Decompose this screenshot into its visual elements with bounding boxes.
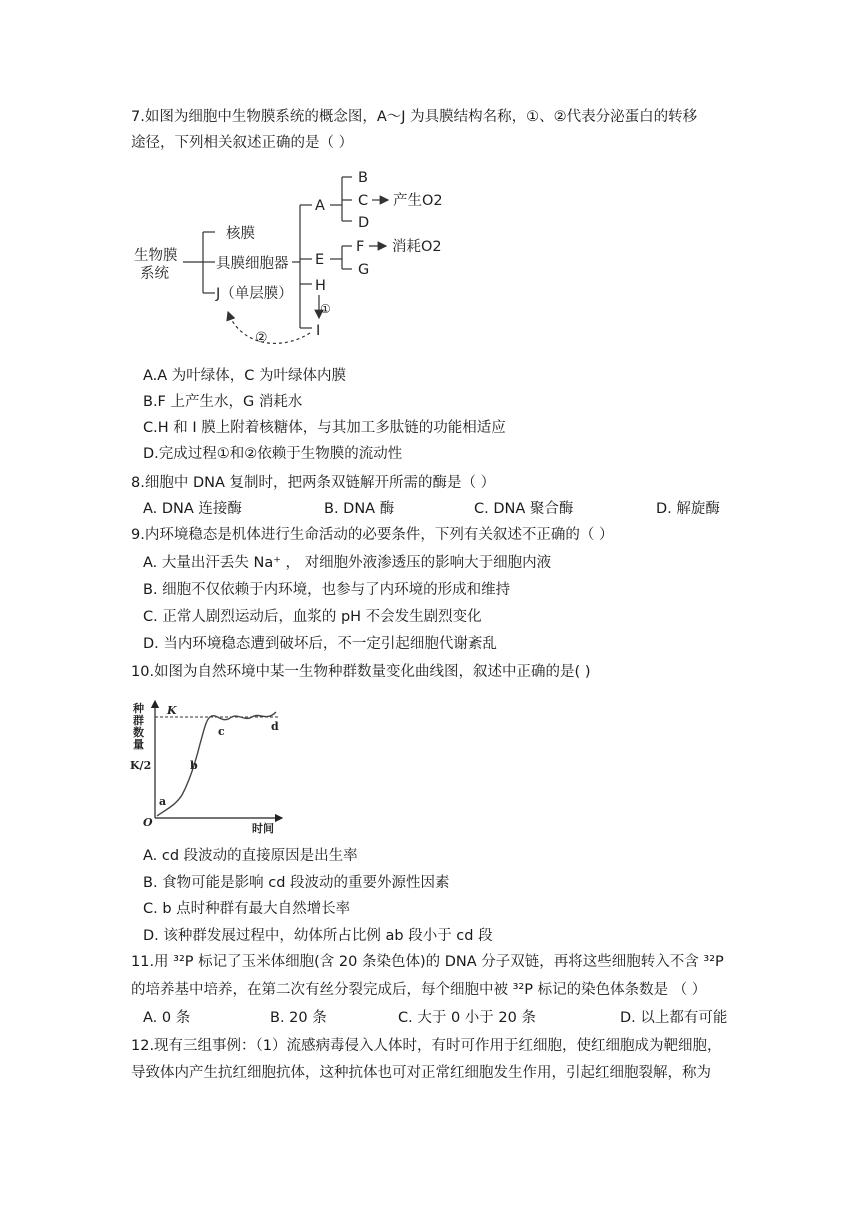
membrane-system-concept-diagram (126, 160, 456, 360)
q11-option-b: B. 20 条 (270, 1010, 327, 1026)
b-label: B (358, 170, 368, 186)
origin-label: O (143, 816, 153, 829)
c-label: C (358, 193, 369, 209)
y-label-3: 数 (133, 726, 144, 739)
path-1-marker: ① (320, 302, 331, 316)
q7-option-a: A.A 为叶绿体，C 为叶绿体内膜 (143, 368, 347, 384)
f-label: F (356, 239, 365, 255)
path-2-marker: ② (255, 330, 268, 346)
q8-stem: 8.细胞中 DNA 复制时，把两条双链解开所需的酶是（ ） (131, 475, 496, 491)
q11-stem-line2: 的培养基中培养，在第二次有丝分裂完成后，每个细胞中被 ³²P 标记的染色体条数是 （ ） (131, 982, 707, 998)
point-a-label: a (159, 795, 167, 808)
root-label-line1: 生物膜 (134, 248, 178, 264)
e-label: E (315, 252, 325, 268)
nuclear-membrane-label: 核膜 (226, 226, 255, 242)
q11-option-c: C. 大于 0 小于 20 条 (398, 1010, 536, 1026)
q8-option-c: C. DNA 聚合酶 (474, 501, 574, 517)
q9-stem: 9.内环境稳态是机体进行生命活动的必要条件，下列有关叙述不正确的（ ） (131, 527, 614, 543)
q7-option-b: B.F 上产生水，G 消耗水 (143, 394, 303, 410)
q9-option-d: D. 当内环境稳态遭到破坏后，不一定引起细胞代谢紊乱 (143, 636, 497, 652)
k-half-tick-label: K/2 (130, 759, 152, 772)
q9-option-c: C. 正常人剧烈运动后，血浆的 pH 不会发生剧烈变化 (143, 609, 482, 625)
y-label-4: 量 (133, 738, 144, 751)
population-growth-chart (130, 695, 290, 840)
x-axis-label: 时间 (252, 822, 274, 835)
c-produces-o2-label: 产生O2 (393, 193, 443, 209)
j-label: J（单层膜） (216, 286, 293, 302)
d-label: D (358, 215, 370, 231)
point-d-label: d (271, 720, 279, 733)
k-label: K (167, 704, 177, 717)
root-label-line2: 系统 (140, 266, 169, 282)
q9-option-a: A. 大量出汗丢失 Na⁺ ， 对细胞外液渗透压的影响大于细胞内液 (143, 555, 552, 571)
q7-option-d: D.完成过程①和②依赖于生物膜的流动性 (143, 446, 403, 462)
q12-stem-line1: 12.现有三组事例：（1）流感病毒侵入人体时，有时可作用于红细胞，使红细胞成为靶细胞， (131, 1038, 722, 1054)
q11-stem-line1: 11.用 ³²P 标记了玉米体细胞(含 20 条染色体)的 DNA 分子双链，再将这些细胞转入不含 ³²P (131, 954, 724, 970)
y-label-2: 群 (133, 714, 144, 727)
q11-option-a: A. 0 条 (143, 1010, 191, 1026)
a-label: A (315, 198, 325, 214)
point-c-label: c (218, 725, 225, 738)
q7-option-c: C.H 和 I 膜上附着核糖体，与其加工多肽链的功能相适应 (143, 420, 506, 436)
q11-option-d: D. 以上都有可能 (620, 1010, 728, 1026)
q10-stem: 10.如图为自然环境中某一生物种群数量变化曲线图，叙述中正确的是( ) (131, 664, 591, 680)
i-label: I (316, 323, 321, 339)
q8-option-b: B. DNA 酶 (324, 501, 395, 517)
point-b-label: b (190, 759, 198, 772)
g-label: G (358, 262, 370, 278)
q10-option-c: C. b 点时种群有最大自然增长率 (143, 901, 351, 917)
q8-option-d: D. 解旋酶 (656, 501, 720, 517)
q8-option-a: A. DNA 连接酶 (143, 501, 242, 517)
q9-option-b: B. 细胞不仅依赖于内环境，也参与了内环境的形成和维持 (143, 582, 511, 598)
h-label: H (315, 278, 326, 294)
population-curve (157, 712, 276, 816)
q10-option-b: B. 食物可能是影响 cd 段波动的重要外源性因素 (143, 875, 450, 891)
f-consumes-o2-label: 消耗O2 (392, 239, 442, 255)
y-label-1: 种 (133, 702, 144, 715)
membrane-organelle-label: 具膜细胞器 (216, 256, 289, 272)
q12-stem-line2: 导致体内产生抗红细胞抗体，这种抗体也可对正常红细胞发生作用，引起红细胞裂解，称为 (131, 1065, 711, 1081)
q7-stem-line1: 7.如图为细胞中生物膜系统的概念图，A～J 为具膜结构名称，①、②代表分泌蛋白的转移 (131, 109, 698, 125)
q7-stem-line2: 途径，下列相关叙述正确的是（ ） (131, 135, 354, 151)
q10-option-a: A. cd 段波动的直接原因是出生率 (143, 848, 358, 864)
q10-option-d: D. 该种群发展过程中，幼体所占比例 ab 段小于 cd 段 (143, 928, 493, 944)
